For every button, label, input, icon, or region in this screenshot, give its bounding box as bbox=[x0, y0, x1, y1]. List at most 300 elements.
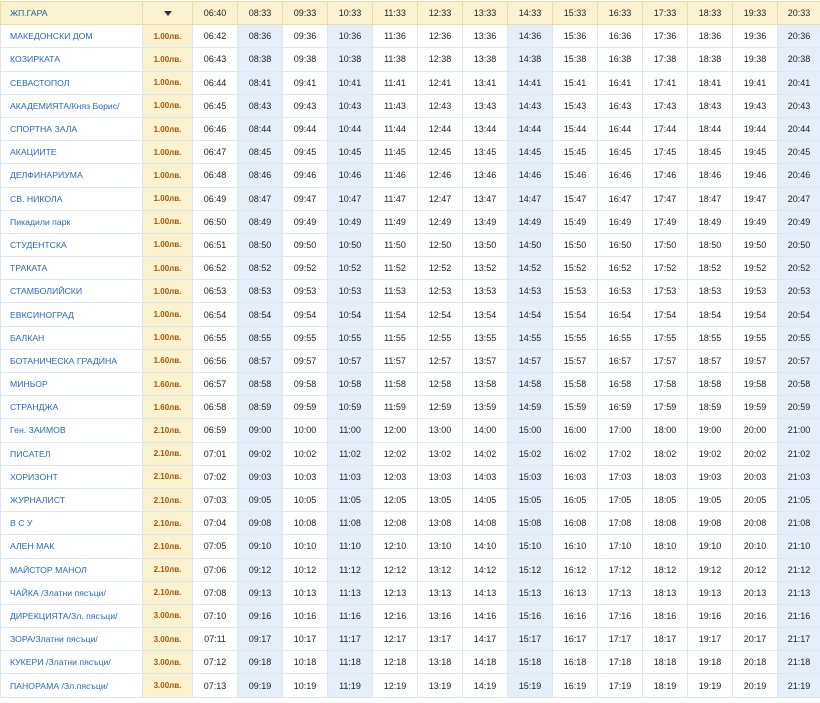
fare-price: 3.00лв. bbox=[143, 651, 193, 674]
stop-name[interactable]: ПИСАТЕЛ bbox=[1, 442, 143, 465]
fare-price: 1.00лв. bbox=[143, 326, 193, 349]
time-cell: 14:18 bbox=[463, 651, 508, 674]
time-cell: 11:38 bbox=[373, 48, 418, 71]
time-cell: 10:03 bbox=[283, 465, 328, 488]
departure-time-header: 06:40 bbox=[193, 2, 238, 25]
time-cell: 18:05 bbox=[643, 488, 688, 511]
time-cell: 18:58 bbox=[688, 373, 733, 396]
time-cell: 17:46 bbox=[643, 164, 688, 187]
time-cell: 17:59 bbox=[643, 396, 688, 419]
time-cell: 18:36 bbox=[688, 25, 733, 48]
time-cell: 19:08 bbox=[688, 512, 733, 535]
table-row bbox=[1, 488, 820, 511]
time-cell: 13:44 bbox=[463, 117, 508, 140]
time-cell: 20:49 bbox=[778, 210, 820, 233]
time-cell: 13:53 bbox=[463, 280, 508, 303]
time-cell: 12:41 bbox=[418, 71, 463, 94]
time-cell: 14:02 bbox=[463, 442, 508, 465]
time-cell: 15:36 bbox=[553, 25, 598, 48]
stop-name[interactable]: ДИРЕКЦИЯТА/Зл. пясъци/ bbox=[1, 604, 143, 627]
time-cell: 19:38 bbox=[733, 48, 778, 71]
time-cell: 09:45 bbox=[283, 141, 328, 164]
stop-name[interactable]: БОТАНИЧЕСКА ГРАДИНА bbox=[1, 349, 143, 372]
time-cell: 15:19 bbox=[508, 674, 553, 697]
time-cell: 10:10 bbox=[283, 535, 328, 558]
time-cell: 19:53 bbox=[733, 280, 778, 303]
time-cell: 18:38 bbox=[688, 48, 733, 71]
stop-name[interactable]: СТАМБОЛИЙСКИ bbox=[1, 280, 143, 303]
time-cell: 20:08 bbox=[733, 512, 778, 535]
time-cell: 19:52 bbox=[733, 257, 778, 280]
time-cell: 09:18 bbox=[238, 651, 283, 674]
time-cell: 16:43 bbox=[598, 94, 643, 117]
time-cell: 15:05 bbox=[508, 488, 553, 511]
time-cell: 18:46 bbox=[688, 164, 733, 187]
time-cell: 20:55 bbox=[778, 326, 820, 349]
time-cell: 16:38 bbox=[598, 48, 643, 71]
time-cell: 16:59 bbox=[598, 396, 643, 419]
time-cell: 20:41 bbox=[778, 71, 820, 94]
time-cell: 09:00 bbox=[238, 419, 283, 442]
time-cell: 17:08 bbox=[598, 512, 643, 535]
time-cell: 06:45 bbox=[193, 94, 238, 117]
time-cell: 18:10 bbox=[643, 535, 688, 558]
time-cell: 11:19 bbox=[328, 674, 373, 697]
time-cell: 09:47 bbox=[283, 187, 328, 210]
time-cell: 09:36 bbox=[283, 25, 328, 48]
time-cell: 13:52 bbox=[463, 257, 508, 280]
time-cell: 15:59 bbox=[553, 396, 598, 419]
time-cell: 13:55 bbox=[463, 326, 508, 349]
time-cell: 08:50 bbox=[238, 233, 283, 256]
time-cell: 11:52 bbox=[373, 257, 418, 280]
stop-name[interactable]: АКАДЕМИЯТА/Княз Борис/ bbox=[1, 94, 143, 117]
time-cell: 12:19 bbox=[373, 674, 418, 697]
departure-time-header: 19:33 bbox=[733, 2, 778, 25]
fare-price: 1.00лв. bbox=[143, 187, 193, 210]
time-cell: 19:41 bbox=[733, 71, 778, 94]
fare-price: 3.00лв. bbox=[143, 628, 193, 651]
stop-name[interactable]: ДЕЛФИНАРИУМА bbox=[1, 164, 143, 187]
time-cell: 07:13 bbox=[193, 674, 238, 697]
time-cell: 14:54 bbox=[508, 303, 553, 326]
time-cell: 11:59 bbox=[373, 396, 418, 419]
time-cell: 06:48 bbox=[193, 164, 238, 187]
time-cell: 17:54 bbox=[643, 303, 688, 326]
time-cell: 11:17 bbox=[328, 628, 373, 651]
time-cell: 15:38 bbox=[553, 48, 598, 71]
time-cell: 13:46 bbox=[463, 164, 508, 187]
time-cell: 19:19 bbox=[688, 674, 733, 697]
time-cell: 10:19 bbox=[283, 674, 328, 697]
time-cell: 12:03 bbox=[373, 465, 418, 488]
time-cell: 19:45 bbox=[733, 141, 778, 164]
time-cell: 17:49 bbox=[643, 210, 688, 233]
departure-time-header: 14:33 bbox=[508, 2, 553, 25]
stop-name[interactable]: АЛЕН МАК bbox=[1, 535, 143, 558]
time-cell: 11:54 bbox=[373, 303, 418, 326]
time-cell: 10:50 bbox=[328, 233, 373, 256]
fare-price: 1.00лв. bbox=[143, 141, 193, 164]
time-cell: 19:36 bbox=[733, 25, 778, 48]
time-cell: 13:12 bbox=[418, 558, 463, 581]
stop-name[interactable]: КОЗИРКАТА bbox=[1, 48, 143, 71]
table-row bbox=[1, 396, 820, 419]
stop-name[interactable]: КУКЕРИ /Златни пясъци/ bbox=[1, 651, 143, 674]
fare-price: 1.00лв. bbox=[143, 280, 193, 303]
time-cell: 17:52 bbox=[643, 257, 688, 280]
time-cell: 11:08 bbox=[328, 512, 373, 535]
time-cell: 09:46 bbox=[283, 164, 328, 187]
stop-name[interactable]: ТРАКАТА bbox=[1, 257, 143, 280]
time-cell: 14:10 bbox=[463, 535, 508, 558]
time-cell: 11:10 bbox=[328, 535, 373, 558]
time-cell: 12:45 bbox=[418, 141, 463, 164]
time-cell: 19:12 bbox=[688, 558, 733, 581]
time-cell: 09:13 bbox=[238, 581, 283, 604]
stop-name[interactable]: МАЙСТОР МАНОЛ bbox=[1, 558, 143, 581]
time-cell: 19:44 bbox=[733, 117, 778, 140]
time-cell: 15:49 bbox=[553, 210, 598, 233]
fare-price: 3.00лв. bbox=[143, 604, 193, 627]
time-cell: 14:50 bbox=[508, 233, 553, 256]
table-row bbox=[1, 303, 820, 326]
time-cell: 13:02 bbox=[418, 442, 463, 465]
table-row bbox=[1, 373, 820, 396]
time-cell: 14:43 bbox=[508, 94, 553, 117]
stop-name[interactable]: ЧАЙКА /Златни пясъци/ bbox=[1, 581, 143, 604]
time-cell: 18:49 bbox=[688, 210, 733, 233]
time-cell: 12:38 bbox=[418, 48, 463, 71]
time-cell: 10:59 bbox=[328, 396, 373, 419]
table-row bbox=[1, 187, 820, 210]
time-cell: 20:03 bbox=[733, 465, 778, 488]
stop-name[interactable]: АКАЦИИТЕ bbox=[1, 141, 143, 164]
time-cell: 13:59 bbox=[463, 396, 508, 419]
stop-name[interactable]: МАКЕДОНСКИ ДОМ bbox=[1, 25, 143, 48]
time-cell: 10:17 bbox=[283, 628, 328, 651]
fare-price: 1.60лв. bbox=[143, 373, 193, 396]
time-cell: 17:16 bbox=[598, 604, 643, 627]
time-cell: 06:53 bbox=[193, 280, 238, 303]
time-cell: 20:50 bbox=[778, 233, 820, 256]
time-cell: 14:53 bbox=[508, 280, 553, 303]
time-cell: 10:55 bbox=[328, 326, 373, 349]
time-cell: 15:18 bbox=[508, 651, 553, 674]
departure-time-header: 18:33 bbox=[688, 2, 733, 25]
stop-dropdown[interactable] bbox=[143, 2, 193, 25]
time-cell: 14:46 bbox=[508, 164, 553, 187]
stop-name[interactable]: СЕВАСТОПОЛ bbox=[1, 71, 143, 94]
time-cell: 08:44 bbox=[238, 117, 283, 140]
time-cell: 18:47 bbox=[688, 187, 733, 210]
time-cell: 16:02 bbox=[553, 442, 598, 465]
time-cell: 21:03 bbox=[778, 465, 820, 488]
time-cell: 10:36 bbox=[328, 25, 373, 48]
time-cell: 20:53 bbox=[778, 280, 820, 303]
time-cell: 10:08 bbox=[283, 512, 328, 535]
time-cell: 07:08 bbox=[193, 581, 238, 604]
table-row bbox=[1, 71, 820, 94]
time-cell: 20:05 bbox=[733, 488, 778, 511]
fare-price: 1.00лв. bbox=[143, 25, 193, 48]
time-cell: 21:12 bbox=[778, 558, 820, 581]
time-cell: 06:52 bbox=[193, 257, 238, 280]
time-cell: 12:52 bbox=[418, 257, 463, 280]
time-cell: 09:12 bbox=[238, 558, 283, 581]
time-cell: 15:52 bbox=[553, 257, 598, 280]
time-cell: 20:00 bbox=[733, 419, 778, 442]
fare-price: 1.00лв. bbox=[143, 48, 193, 71]
time-cell: 17:13 bbox=[598, 581, 643, 604]
timetable bbox=[0, 1, 820, 698]
fare-price: 2.10лв. bbox=[143, 581, 193, 604]
time-cell: 06:58 bbox=[193, 396, 238, 419]
time-cell: 12:44 bbox=[418, 117, 463, 140]
time-cell: 09:44 bbox=[283, 117, 328, 140]
time-cell: 19:50 bbox=[733, 233, 778, 256]
time-cell: 17:41 bbox=[643, 71, 688, 94]
stop-name[interactable]: ХОРИЗОНТ bbox=[1, 465, 143, 488]
time-cell: 08:55 bbox=[238, 326, 283, 349]
time-cell: 12:10 bbox=[373, 535, 418, 558]
table-row bbox=[1, 419, 820, 442]
table-row bbox=[1, 674, 820, 697]
time-cell: 12:13 bbox=[373, 581, 418, 604]
time-cell: 20:43 bbox=[778, 94, 820, 117]
time-cell: 09:43 bbox=[283, 94, 328, 117]
stop-name[interactable]: Пикадили парк bbox=[1, 210, 143, 233]
time-cell: 14:44 bbox=[508, 117, 553, 140]
time-cell: 14:05 bbox=[463, 488, 508, 511]
time-cell: 08:36 bbox=[238, 25, 283, 48]
fare-price: 1.00лв. bbox=[143, 303, 193, 326]
time-cell: 19:57 bbox=[733, 349, 778, 372]
fare-price: 2.10лв. bbox=[143, 512, 193, 535]
time-cell: 09:02 bbox=[238, 442, 283, 465]
time-cell: 17:18 bbox=[598, 651, 643, 674]
time-cell: 18:00 bbox=[643, 419, 688, 442]
time-cell: 13:36 bbox=[463, 25, 508, 48]
time-cell: 13:16 bbox=[418, 604, 463, 627]
time-cell: 11:41 bbox=[373, 71, 418, 94]
time-cell: 16:46 bbox=[598, 164, 643, 187]
time-cell: 16:53 bbox=[598, 280, 643, 303]
time-cell: 15:08 bbox=[508, 512, 553, 535]
time-cell: 08:59 bbox=[238, 396, 283, 419]
time-cell: 20:45 bbox=[778, 141, 820, 164]
time-cell: 06:44 bbox=[193, 71, 238, 94]
time-cell: 20:18 bbox=[733, 651, 778, 674]
time-cell: 09:52 bbox=[283, 257, 328, 280]
time-cell: 14:19 bbox=[463, 674, 508, 697]
time-cell: 08:58 bbox=[238, 373, 283, 396]
time-cell: 15:13 bbox=[508, 581, 553, 604]
stop-name[interactable]: СТРАНДЖА bbox=[1, 396, 143, 419]
table-row bbox=[1, 604, 820, 627]
time-cell: 17:58 bbox=[643, 373, 688, 396]
stop-name[interactable]: ПАНОРАМА /Зл.пясъци/ bbox=[1, 674, 143, 697]
origin-stop[interactable]: ЖП.ГАРА bbox=[1, 2, 143, 25]
time-cell: 11:03 bbox=[328, 465, 373, 488]
time-cell: 16:54 bbox=[598, 303, 643, 326]
time-cell: 16:00 bbox=[553, 419, 598, 442]
stop-name[interactable]: ЖУРНАЛИСТ bbox=[1, 488, 143, 511]
time-cell: 18:52 bbox=[688, 257, 733, 280]
time-cell: 16:45 bbox=[598, 141, 643, 164]
time-cell: 16:13 bbox=[553, 581, 598, 604]
time-cell: 17:57 bbox=[643, 349, 688, 372]
departure-time-header: 10:33 bbox=[328, 2, 373, 25]
time-cell: 09:58 bbox=[283, 373, 328, 396]
time-cell: 21:17 bbox=[778, 628, 820, 651]
time-cell: 11:36 bbox=[373, 25, 418, 48]
time-cell: 13:49 bbox=[463, 210, 508, 233]
time-cell: 10:49 bbox=[328, 210, 373, 233]
stop-name[interactable]: ЕВКСИНОГРАД bbox=[1, 303, 143, 326]
time-cell: 20:16 bbox=[733, 604, 778, 627]
time-cell: 19:58 bbox=[733, 373, 778, 396]
time-cell: 14:13 bbox=[463, 581, 508, 604]
time-cell: 16:19 bbox=[553, 674, 598, 697]
fare-price: 1.00лв. bbox=[143, 117, 193, 140]
time-cell: 06:42 bbox=[193, 25, 238, 48]
time-cell: 12:05 bbox=[373, 488, 418, 511]
time-cell: 21:02 bbox=[778, 442, 820, 465]
time-cell: 14:08 bbox=[463, 512, 508, 535]
time-cell: 18:57 bbox=[688, 349, 733, 372]
time-cell: 06:50 bbox=[193, 210, 238, 233]
departure-time-header: 12:33 bbox=[418, 2, 463, 25]
table-row bbox=[1, 233, 820, 256]
time-cell: 14:00 bbox=[463, 419, 508, 442]
departure-time-header: 17:33 bbox=[643, 2, 688, 25]
time-cell: 12:17 bbox=[373, 628, 418, 651]
time-cell: 20:59 bbox=[778, 396, 820, 419]
time-cell: 08:47 bbox=[238, 187, 283, 210]
time-cell: 14:49 bbox=[508, 210, 553, 233]
time-cell: 14:57 bbox=[508, 349, 553, 372]
time-cell: 18:41 bbox=[688, 71, 733, 94]
time-cell: 20:47 bbox=[778, 187, 820, 210]
time-cell: 08:43 bbox=[238, 94, 283, 117]
departure-time-header: 09:33 bbox=[283, 2, 328, 25]
fare-price: 1.00лв. bbox=[143, 233, 193, 256]
time-cell: 14:59 bbox=[508, 396, 553, 419]
time-cell: 15:00 bbox=[508, 419, 553, 442]
stop-name[interactable]: СВ. НИКОЛА bbox=[1, 187, 143, 210]
time-cell: 18:54 bbox=[688, 303, 733, 326]
time-cell: 08:57 bbox=[238, 349, 283, 372]
table-row bbox=[1, 535, 820, 558]
time-cell: 16:18 bbox=[553, 651, 598, 674]
time-cell: 09:50 bbox=[283, 233, 328, 256]
time-cell: 11:00 bbox=[328, 419, 373, 442]
time-cell: 17:12 bbox=[598, 558, 643, 581]
time-cell: 21:08 bbox=[778, 512, 820, 535]
time-cell: 09:16 bbox=[238, 604, 283, 627]
time-cell: 15:44 bbox=[553, 117, 598, 140]
time-cell: 15:57 bbox=[553, 349, 598, 372]
time-cell: 12:02 bbox=[373, 442, 418, 465]
time-cell: 16:03 bbox=[553, 465, 598, 488]
time-cell: 20:52 bbox=[778, 257, 820, 280]
time-cell: 11:55 bbox=[373, 326, 418, 349]
time-cell: 14:47 bbox=[508, 187, 553, 210]
time-cell: 15:02 bbox=[508, 442, 553, 465]
stop-name[interactable]: В С У bbox=[1, 512, 143, 535]
time-cell: 09:17 bbox=[238, 628, 283, 651]
time-cell: 18:17 bbox=[643, 628, 688, 651]
time-cell: 19:00 bbox=[688, 419, 733, 442]
time-cell: 19:49 bbox=[733, 210, 778, 233]
time-cell: 10:41 bbox=[328, 71, 373, 94]
time-cell: 11:45 bbox=[373, 141, 418, 164]
time-cell: 19:43 bbox=[733, 94, 778, 117]
table-row bbox=[1, 558, 820, 581]
time-cell: 19:59 bbox=[733, 396, 778, 419]
time-cell: 13:58 bbox=[463, 373, 508, 396]
fare-price: 1.00лв. bbox=[143, 210, 193, 233]
time-cell: 11:46 bbox=[373, 164, 418, 187]
stop-name[interactable]: Ген. ЗАИМОВ bbox=[1, 419, 143, 442]
time-cell: 13:08 bbox=[418, 512, 463, 535]
time-cell: 06:49 bbox=[193, 187, 238, 210]
time-cell: 09:53 bbox=[283, 280, 328, 303]
time-cell: 06:43 bbox=[193, 48, 238, 71]
time-cell: 19:10 bbox=[688, 535, 733, 558]
stop-name[interactable]: БАЛКАН bbox=[1, 326, 143, 349]
time-cell: 07:01 bbox=[193, 442, 238, 465]
time-cell: 15:12 bbox=[508, 558, 553, 581]
time-cell: 10:52 bbox=[328, 257, 373, 280]
time-cell: 13:10 bbox=[418, 535, 463, 558]
time-cell: 11:57 bbox=[373, 349, 418, 372]
time-cell: 09:19 bbox=[238, 674, 283, 697]
time-cell: 10:47 bbox=[328, 187, 373, 210]
time-cell: 18:13 bbox=[643, 581, 688, 604]
time-cell: 06:54 bbox=[193, 303, 238, 326]
time-cell: 14:45 bbox=[508, 141, 553, 164]
time-cell: 15:16 bbox=[508, 604, 553, 627]
stop-name[interactable]: СПОРТНА ЗАЛА bbox=[1, 117, 143, 140]
time-cell: 17:19 bbox=[598, 674, 643, 697]
time-cell: 15:17 bbox=[508, 628, 553, 651]
time-cell: 18:16 bbox=[643, 604, 688, 627]
time-cell: 08:54 bbox=[238, 303, 283, 326]
stop-name[interactable]: МИНЬОР bbox=[1, 373, 143, 396]
time-cell: 19:13 bbox=[688, 581, 733, 604]
time-cell: 12:43 bbox=[418, 94, 463, 117]
time-cell: 09:08 bbox=[238, 512, 283, 535]
time-cell: 15:47 bbox=[553, 187, 598, 210]
time-cell: 19:03 bbox=[688, 465, 733, 488]
time-cell: 10:54 bbox=[328, 303, 373, 326]
time-cell: 09:55 bbox=[283, 326, 328, 349]
time-cell: 17:02 bbox=[598, 442, 643, 465]
departure-time-header: 16:33 bbox=[598, 2, 643, 25]
time-cell: 19:18 bbox=[688, 651, 733, 674]
time-cell: 13:13 bbox=[418, 581, 463, 604]
table-row bbox=[1, 164, 820, 187]
time-cell: 13:45 bbox=[463, 141, 508, 164]
caret-down-icon[interactable] bbox=[164, 11, 172, 16]
time-cell: 07:11 bbox=[193, 628, 238, 651]
time-cell: 16:49 bbox=[598, 210, 643, 233]
stop-name[interactable]: СТУДЕНТСКА bbox=[1, 233, 143, 256]
time-cell: 19:05 bbox=[688, 488, 733, 511]
stop-name[interactable]: ЗОРА/Златни пясъци/ bbox=[1, 628, 143, 651]
